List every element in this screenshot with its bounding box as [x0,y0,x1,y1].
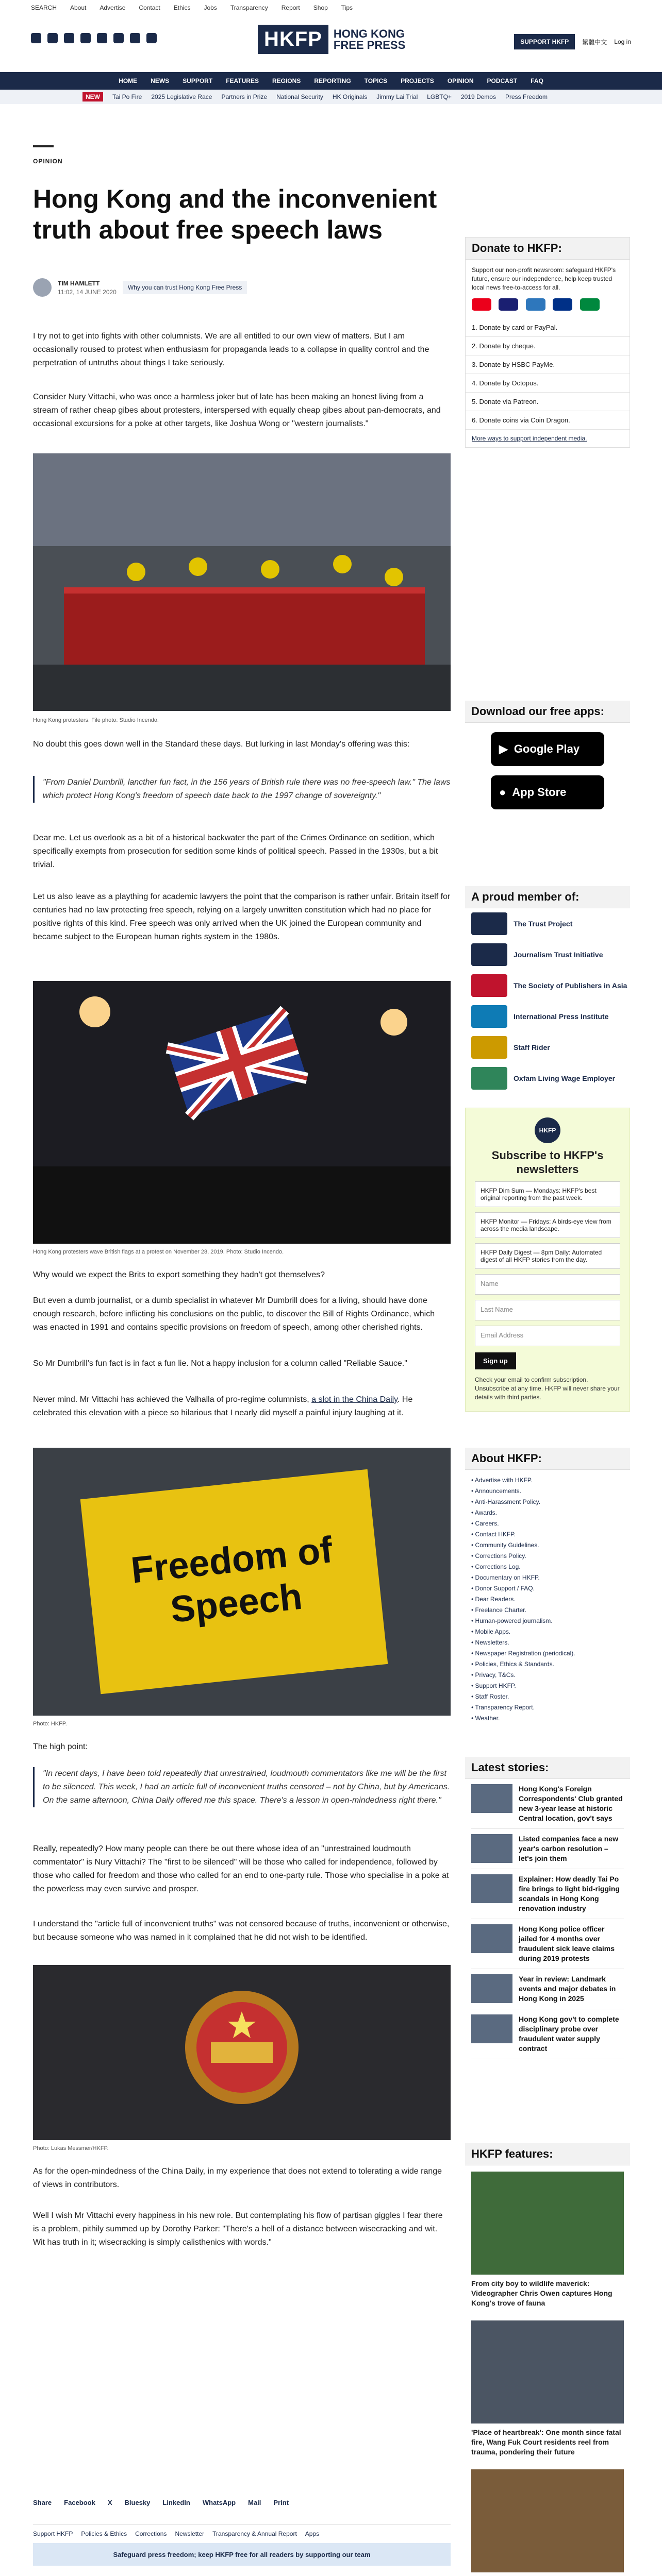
donate-option[interactable]: 6. Donate coins via Coin Dragon. [466,411,630,430]
new-badge: NEW [82,92,103,101]
utility-links [31,4,353,11]
facebook-icon[interactable] [31,33,41,43]
google-play-label: Google Play [514,742,580,755]
main-nav [0,72,662,90]
nav-faq[interactable]: FAQ [531,77,543,84]
member-item[interactable] [465,1032,630,1063]
rss-icon[interactable] [146,33,157,43]
paragraph: Well I wish Mr Vittachi every happiness in his new role. But contemplating his flow of partisan giggles I fear there is a problem, pithily summed up by Dorothy Parker: "There's a hell of a distance between wisecracking and wit. Wit has truth in it; wisecracking is simply calisthenics with words." [33,2211,443,2247]
caption: Hong Kong protesters. File photo: Studio Incendo. [33,717,159,723]
email-field[interactable]: Email Address [475,1326,620,1346]
util-shop[interactable]: Shop [313,4,328,11]
story-title: Hong Kong's Foreign Correspondents' Club granted new 3-year lease at historic Central location, gov't says [519,1785,623,1822]
support-hkfp-button[interactable]: SUPPORT HKFP [514,34,575,49]
paypal-icon [553,298,572,311]
latest-story[interactable] [471,1829,624,1869]
nav-topics[interactable]: TOPICS [364,77,388,84]
trust-link[interactable]: Why you can trust Hong Kong Free Press [123,281,247,294]
donate-sidebar-box [465,237,630,448]
about-link[interactable]: • Awards. [471,1509,498,1516]
protest-photo-art [33,453,451,711]
caption: Photo: HKFP. [33,1721,67,1727]
feature-title: 'Place of heartbreak': One month since fatal fire, Wang Fuk Court residents reel from trauma, pondering their future [471,2428,621,2456]
paragraph [33,1393,451,1420]
member-logo [471,1036,507,1059]
member-name: The Society of Publishers in Asia [514,981,627,990]
protest-sign [80,1469,388,1694]
ticker-item[interactable]: National Security [276,93,323,100]
about-link[interactable]: • Donor Support / FAQ. [471,1585,535,1592]
ticker-item[interactable]: Tai Po Fire [112,93,142,100]
logo-name-line2: FREE PRESS [333,38,406,52]
article-footer-links [33,2524,451,2537]
member-item[interactable] [465,970,630,1001]
member-item[interactable] [465,908,630,939]
about-link[interactable]: • Newsletters. [471,1639,509,1646]
share-print[interactable]: Print [273,2499,289,2506]
payment-logos [466,298,630,318]
more-ways-link[interactable]: More ways to support independent media. [472,435,587,442]
apps-title: Download our free apps: [465,701,630,723]
about-link[interactable]: • Weather. [471,1715,500,1722]
nav-home[interactable]: HOME [119,77,138,84]
newsletter-option-digest[interactable]: HKFP Daily Digest — 8pm Daily: Automated digest of all HKFP stories from the day. [475,1243,620,1269]
footer-link[interactable]: Corrections [135,2530,167,2537]
feature-story[interactable] [465,2165,630,2314]
member-logo [471,1067,507,1090]
member-logo [471,1005,507,1028]
latest-story[interactable] [471,1969,624,2009]
paragraph: I understand the "article full of inconvenient truths" was not censored because of truths, inconvenient or otherwise, but because someone who was named in it complained that he did not wish to be identified. [33,1920,450,1942]
member-name: Journalism Trust Initiative [514,951,603,959]
x-icon[interactable] [47,33,58,43]
about-link[interactable]: • Newspaper Registration (periodical). [471,1650,575,1657]
features-title: HKFP features: [465,2143,630,2165]
util-report[interactable]: Report [281,4,300,11]
about-link[interactable]: • Community Guidelines. [471,1541,539,1549]
donate-option[interactable]: 4. Donate by Octopus. [466,374,630,393]
about-link[interactable]: • Contact HKFP. [471,1531,516,1538]
instagram-icon[interactable] [64,33,74,43]
linkedin-icon[interactable] [97,33,107,43]
share-mail[interactable]: Mail [248,2499,261,2506]
newsletter-option-dimsum[interactable]: HKFP Dim Sum — Mondays: HKFP's best original reporting from the past week. [475,1181,620,1207]
ticker-item[interactable]: Partners in Prize [221,93,268,100]
paragraph: Why would we expect the Brits to export something they hadn't got themselves? [33,1270,325,1279]
latest-title: Latest stories: [465,1757,630,1779]
share-linkedin[interactable]: LinkedIn [162,2499,190,2506]
newsletter-option-monitor[interactable]: HKFP Monitor — Fridays: A birds-eye view from across the media landscape. [475,1212,620,1238]
nav-news[interactable]: NEWS [151,77,170,84]
newsletter-note: Check your email to confirm subscription. Unsubscribe at any time. HKFP will never share your details with third parties. [475,1376,620,1401]
top-utility-bar [0,0,662,72]
paragraph: As for the open-mindedness of the China Daily, in my experience that does not extend to tolerating a wide range of views in contributors. [33,2167,442,2189]
threads-icon[interactable] [80,33,91,43]
donate-option[interactable]: 5. Donate via Patreon. [466,393,630,411]
nav-support[interactable]: SUPPORT [183,77,213,84]
emblem-photo-art [33,1965,451,2140]
util-advertise[interactable]: Advertise [100,4,126,11]
util-search[interactable]: SEARCH [31,4,57,11]
mastercard-icon [472,298,491,311]
logo-mark: HKFP [258,25,328,54]
about-link[interactable]: • Mobile Apps. [471,1628,511,1635]
paragraph: The high point: [33,1742,88,1751]
footer-link[interactable]: Support HKFP [33,2530,73,2537]
about-link[interactable]: • Transparency Report. [471,1704,535,1711]
last-name-field[interactable]: Last Name [475,1300,620,1320]
member-logo [471,943,507,966]
about-link[interactable]: • Freelance Charter. [471,1606,526,1614]
newsletter-title: Subscribe to HKFP's newsletters [491,1149,604,1176]
story-title: Listed companies face a new year's carbon resolution – let's join them [519,1835,618,1862]
donate-title: Donate to HKFP: [466,238,630,260]
about-link[interactable]: • Privacy, T&Cs. [471,1671,516,1679]
share-x[interactable]: X [107,2499,112,2506]
member-item[interactable] [465,939,630,970]
ticker-item[interactable]: 2025 Legislative Race [151,93,212,100]
paragraph: I try not to get into fights with other columnists. We are all entitled to our own view of matters. But I am occasionally roused to protest when enthusiasm for propaganda leads to a collapse in quality control and the perpetration of untruths about things I take seriously. [33,332,429,367]
play-icon: ▶ [499,742,508,755]
site-logo[interactable] [258,25,405,54]
feature-image [471,2469,624,2572]
caption: Hong Kong protesters wave British flags at a protest on November 28, 2019. Photo: Studio Incendo. [33,1249,284,1255]
youtube-icon[interactable] [113,33,124,43]
story-thumbnail [471,1834,512,1863]
about-link[interactable]: • Corrections Policy. [471,1552,526,1560]
member-item[interactable] [465,1063,630,1094]
about-link[interactable]: • Careers. [471,1520,499,1527]
footer-link[interactable]: Transparency & Annual Report [212,2530,297,2537]
jcb-icon [580,298,600,311]
donate-option[interactable]: 2. Donate by cheque. [466,337,630,355]
features-box [465,2143,630,2576]
share-whatsapp[interactable]: WhatsApp [202,2499,236,2506]
about-link[interactable]: • Anti-Harassment Policy. [471,1498,541,1505]
apple-icon: ● [499,786,506,799]
about-link[interactable]: • Documentary on HKFP. [471,1574,540,1581]
about-list [465,1470,630,1729]
member-title: A proud member of: [465,886,630,908]
story-title: Explainer: How deadly Tai Po fire brings to light bid-rigging scandals in Hong Kong renovation industry [519,1875,620,1912]
util-ethics[interactable]: Ethics [173,4,191,11]
china-emblem-photo [33,1965,451,2140]
story-thumbnail [471,1974,512,2003]
newsletter-box [465,1108,630,1412]
nav-podcast[interactable]: PODCAST [487,77,518,84]
ticker-item[interactable]: Jimmy Lai Trial [376,93,418,100]
apps-badges [465,723,630,809]
donate-option[interactable]: 3. Donate by HSBC PayMe. [466,355,630,374]
paragraph-text: Never mind. Mr Vittachi has achieved the Valhalla of pro-regime columnists, [33,1395,312,1404]
topic-ticker [0,90,662,104]
apps-box [465,701,630,809]
paragraph: Really, repeatedly? How many people can there be out there whose idea of an "unrestrained loudmouth commentator" is Nury Vittachi? The "first to be silenced" will be those who called for independence, followed by those who called for freedom and those who called for an end to one-party rule. Those who specialise in a poke at the powerless may even survive and prosper. [33,1844,449,1893]
login-link[interactable]: Log in [614,38,631,45]
about-title: About HKFP: [465,1448,630,1470]
donate-option[interactable]: 1. Donate by card or PayPal. [466,318,630,337]
nav-features[interactable]: FEATURES [226,77,259,84]
footer-link[interactable]: Newsletter [175,2530,205,2537]
sign-text-line2: Speech [168,1575,304,1631]
nav-regions[interactable]: REGIONS [272,77,301,84]
footer-link[interactable]: Apps [305,2530,320,2537]
china-daily-link[interactable]: a slot in the China Daily [311,1395,398,1404]
story-thumbnail [471,1924,512,1953]
paragraph: Consider Nury Vittachi, who was once a harmless joker but of late has been making an honest living from a stream of rather cheap gibes about protesters, interspersed with equally cheap gibes about pan-democrats, and occasional excursions for a poke at other targets, like Joshua Wong or "western journalists." [33,393,441,428]
sign-text-line1: Freedom of [129,1529,335,1591]
latest-story[interactable] [471,1919,624,1969]
logo-name-line1: HONG KONG [333,27,405,40]
author-avatar [33,278,52,297]
paragraph: But even a dumb journalist, or a dumb specialist in whatever Mr Dumbrill does for a living, should have done enough research, before inflicting his conclusions on the public, to discover the Bill of Rights Ordinance, which was enacted in 1991 and contains specific provisions on freedom of speech, among other cherished rights. [33,1296,435,1332]
member-box [465,886,630,1094]
app-store-label: App Store [512,786,567,799]
member-name: The Trust Project [514,920,573,928]
feature-image [471,2320,624,2424]
nav-projects[interactable]: PROJECTS [401,77,434,84]
ticker-item[interactable]: 2019 Demos [460,93,496,100]
visa-icon [499,298,518,311]
ticker-item[interactable]: LGBTQ+ [427,93,452,100]
section-label[interactable]: OPINION [33,158,63,165]
ticker-item[interactable]: Press Freedom [505,93,548,100]
member-logo [471,912,507,935]
latest-story[interactable] [471,2009,624,2059]
util-jobs[interactable]: Jobs [204,4,217,11]
app-store-badge[interactable] [491,775,604,809]
amex-icon [526,298,545,311]
article-date: 11:02, 14 JUNE 2020 [58,288,117,296]
paragraph-text: . He celebrated this elevation with a piece so hilarious that I nearly did myself a painful injury laughing at it. [33,1395,413,1417]
share-bar [33,2499,289,2506]
protest-photo [33,453,451,711]
util-transparency[interactable]: Transparency [230,4,268,11]
signup-button[interactable]: Sign up [475,1352,516,1369]
share-label: Share [33,2499,52,2506]
about-link[interactable]: • Human-powered journalism. [471,1617,553,1624]
social-icons [31,33,157,43]
member-name: Staff Rider [514,1043,550,1052]
util-tips[interactable]: Tips [341,4,353,11]
feature-image [471,2172,624,2275]
member-item[interactable] [465,1001,630,1032]
hkfp-badge: HKFP [535,1117,560,1143]
donate-intro[interactable]: Support our non-profit newsroom: safeguard HKFP's future, ensure our independence, help keep trusted local news free-to-access for all. [472,266,616,291]
flags-photo [33,981,451,1244]
quote: "From Daniel Dumbrill, lancther fun fact, in the 156 years of British rule there was no free-speech law." The laws which protect Hong Kong's freedom of speech date back to the 1997 change of sovereignty." [33,776,451,803]
author-name[interactable]: TIM HAMLETT [58,279,100,287]
member-logo [471,974,507,997]
ticker-item[interactable]: HK Originals [332,93,368,100]
about-link[interactable]: • Support HKFP. [471,1682,516,1689]
name-field[interactable]: Name [475,1274,620,1295]
about-link[interactable]: • Dear Readers. [471,1596,516,1603]
about-link[interactable]: • Advertise with HKFP. [471,1477,533,1484]
about-link[interactable]: • Policies, Ethics & Standards. [471,1660,554,1668]
paragraph: Dear me. Let us overlook as a bit of a historical backwater the part of the Crimes Ordinance on sedition, which specifically exempts from prosecution for sedition some kinds of political speech. Passed in the 1930s, but a bit trivial. [33,834,438,869]
share-facebook[interactable]: Facebook [64,2499,95,2506]
safeguard-banner[interactable]: Safeguard press freedom; keep HKFP free for all readers by supporting our team [33,2543,451,2566]
member-name: International Press Institute [514,1012,609,1021]
about-box [465,1448,630,1729]
feature-title: From city boy to wildlife maverick: Videographer Chris Owen captures Hong Kong's trove of fauna [471,2279,613,2307]
section-rule [33,145,54,147]
member-name: Oxfam Living Wage Employer [514,1074,616,1082]
email-icon[interactable] [130,33,140,43]
feature-story[interactable] [465,2463,630,2576]
header-actions [514,34,631,49]
freedom-of-speech-photo [33,1448,451,1716]
caption: Photo: Lukas Messmer/HKFP. [33,2145,109,2151]
story-title: Hong Kong gov't to complete disciplinary probe over fraudulent water supply contract [519,2015,619,2053]
paragraph: So Mr Dumbrill's fun fact is in fact a fun lie. Not a happy inclusion for a column called "Reliable Sauce." [33,1359,407,1368]
article-headline: Hong Kong and the inconvenient truth about free speech laws [33,184,437,244]
about-link[interactable]: • Corrections Log. [471,1563,521,1570]
flags-photo-art [33,981,451,1244]
paragraph: No doubt this goes down well in the Standard these days. But lurking in last Monday's offering was this: [33,740,410,749]
about-link[interactable]: • Staff Roster. [471,1693,509,1700]
nav-reporting[interactable]: REPORTING [314,77,351,84]
story-thumbnail [471,2014,512,2043]
quote: "In recent days, I have been told repeatedly that unrestrained, loudmouth commentators like me will be the first to be silenced. This week, I had an article full of inconvenient truths censored – not by China, but by Americans. On the same afternoon, China Daily offered me this space. There's a lesson in open-mindedness right there." [33,1767,451,1807]
latest-list [465,1779,630,2059]
story-title: Year in review: Landmark events and major debates in Hong Kong in 2025 [519,1975,616,2003]
util-about[interactable]: About [70,4,87,11]
story-thumbnail [471,1874,512,1903]
story-thumbnail [471,1784,512,1813]
share-bluesky[interactable]: Bluesky [124,2499,151,2506]
feature-story[interactable] [465,2314,630,2463]
google-play-badge[interactable] [491,732,604,766]
util-contact[interactable]: Contact [139,4,160,11]
byline [33,278,247,297]
story-title: Hong Kong police officer jailed for 4 months over fraudulent sick leave claims during 2019 protests [519,1925,615,1962]
language-link[interactable]: 繁體中文 [582,38,607,46]
about-link[interactable]: • Announcements. [471,1487,521,1495]
footer-link[interactable]: Policies & Ethics [81,2530,127,2537]
paragraph: Let us also leave as a plaything for academic lawyers the point that the comparison is rather unfair. Britain itself for centuries had no law protecting free speech, relying on a largely unwritten constitution which had no place for positive rights of this kind. Free speech was only arrived when the UK joined the European community and became subject to the European human rights system in the 1980s. [33,892,451,941]
latest-story[interactable] [471,1779,624,1829]
latest-story[interactable] [471,1869,624,1919]
nav-opinion[interactable]: OPINION [447,77,474,84]
latest-box [465,1757,630,2059]
